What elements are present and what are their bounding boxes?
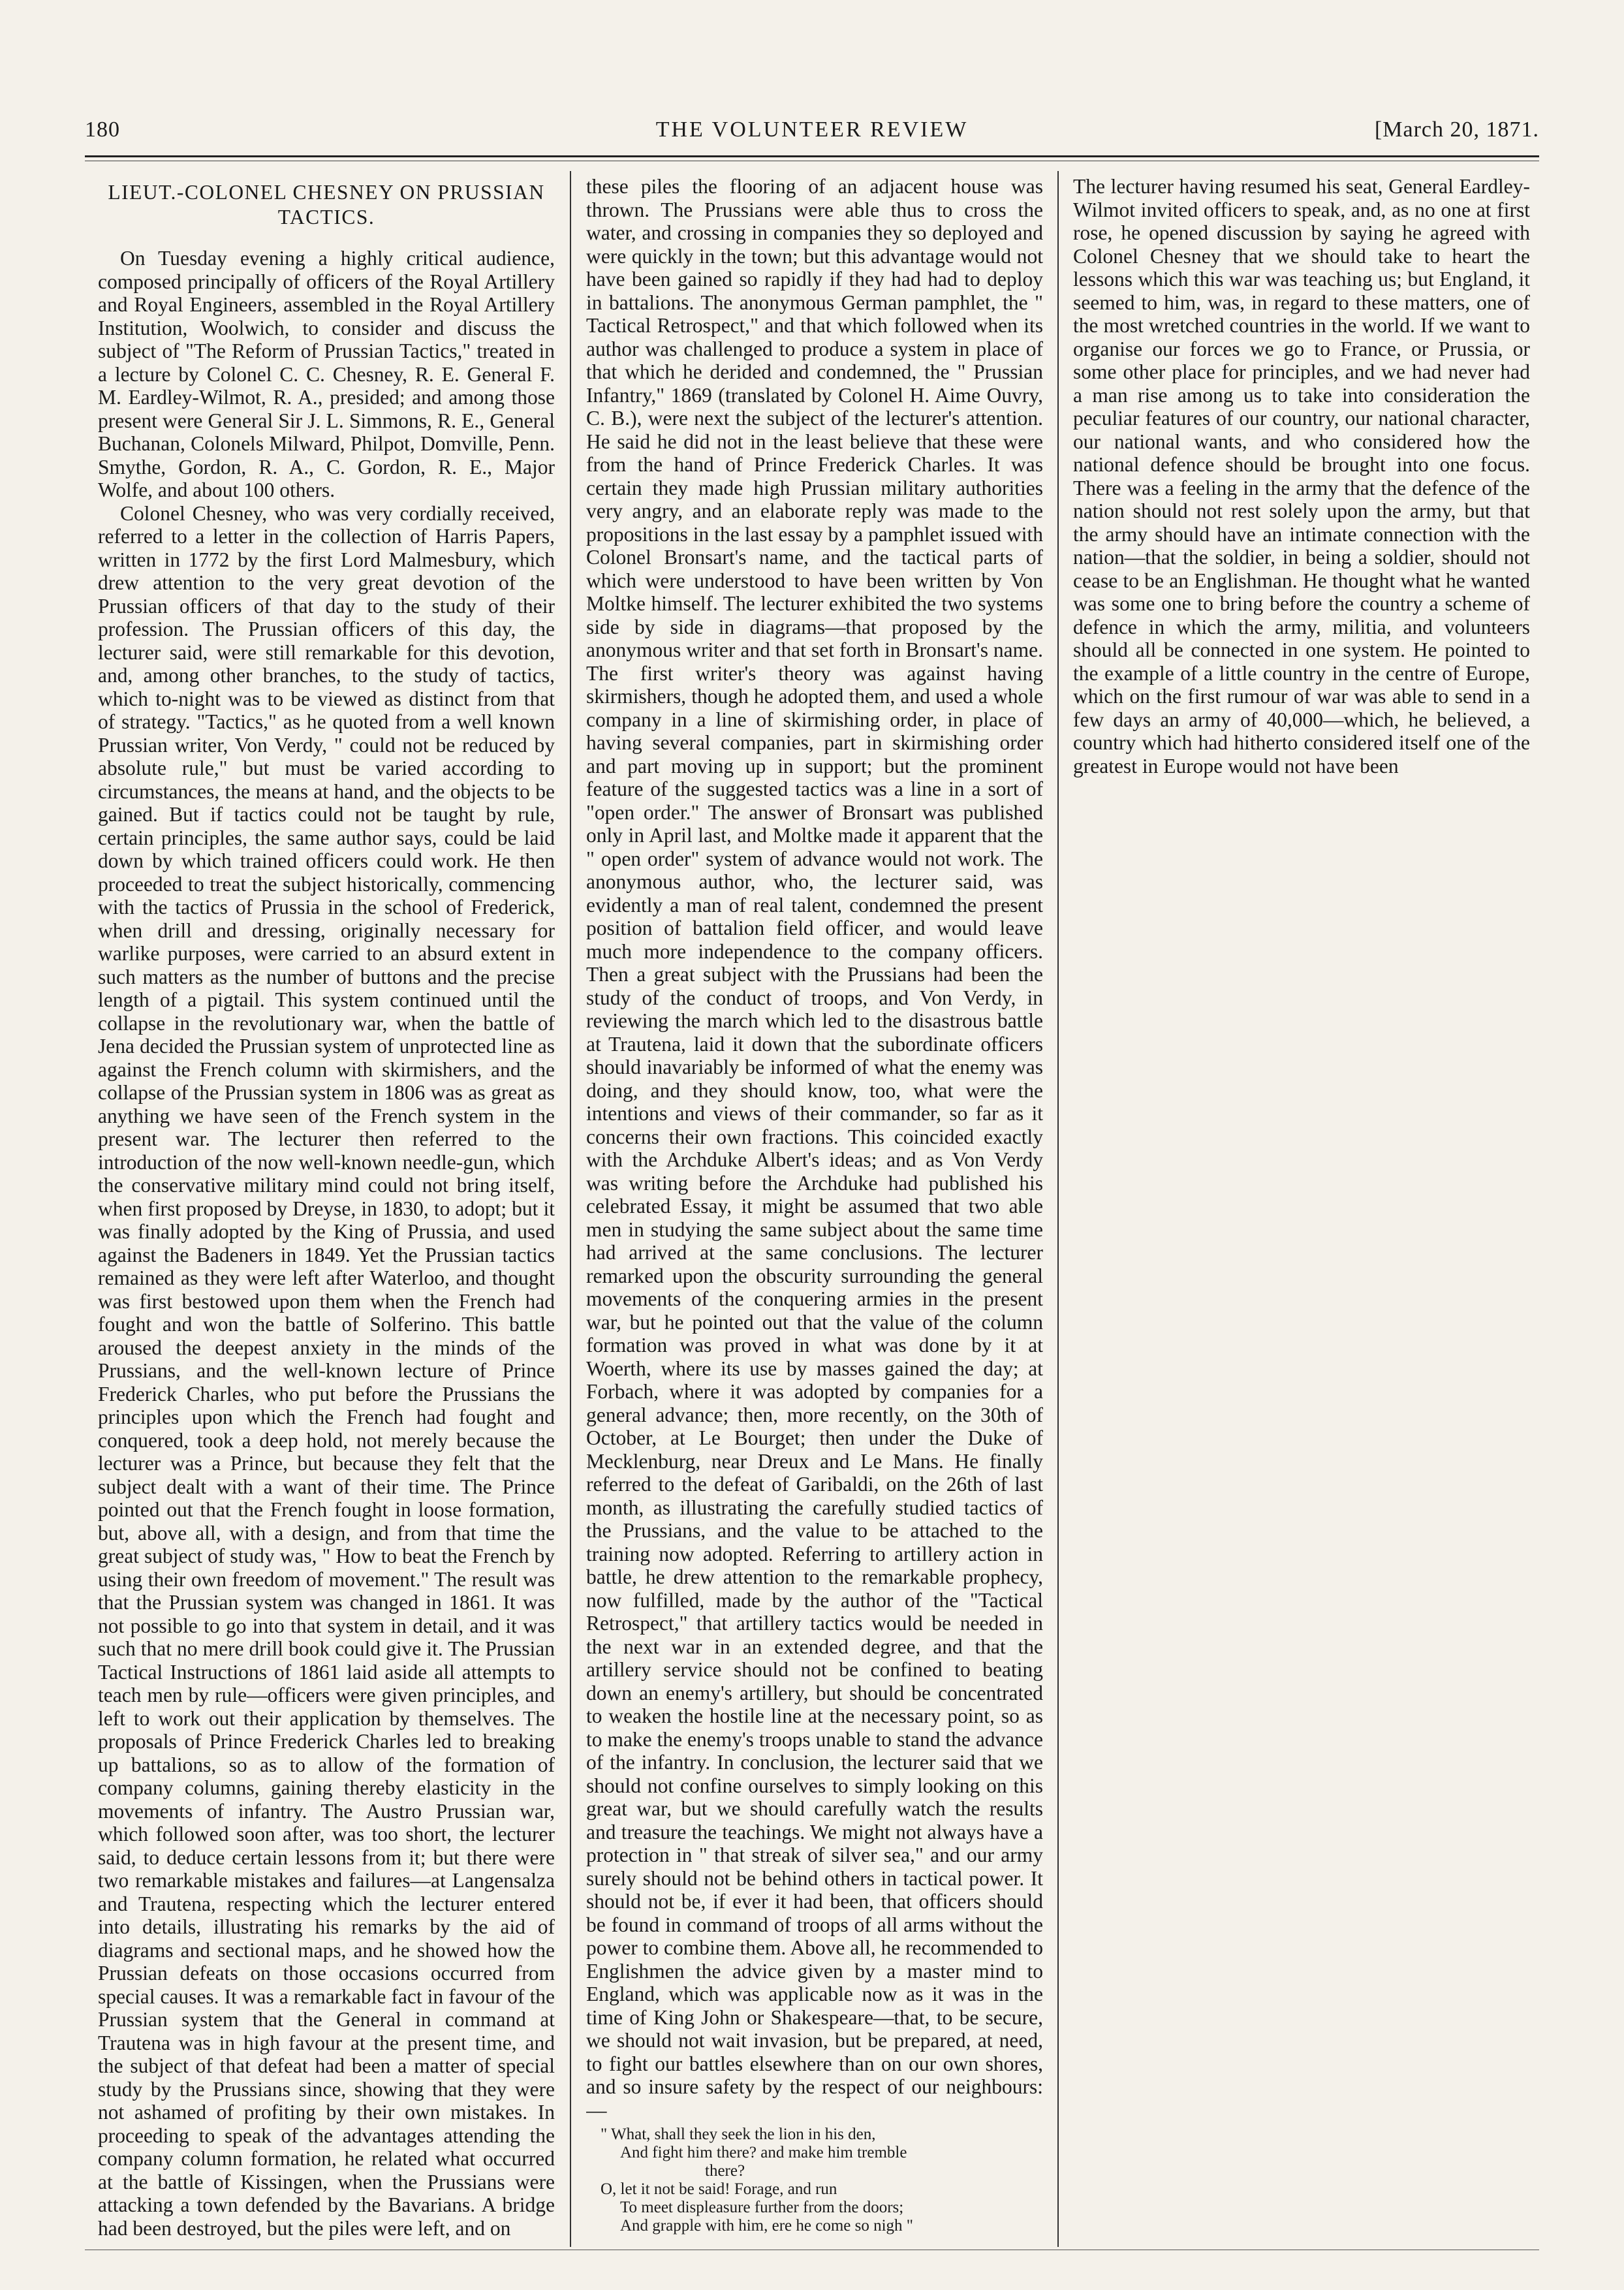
article-paragraph: The lecturer having resumed his seat, General Eardley-Wilmot invited officers to speak, and, as no one at first rose, he opened discussion by saying he agreed with Colonel Chesney that we should take to heart the lessons which this war was teaching us; but England, it seemed to him, was, in regard to these matters, one of the most wretched countries in the world. If we want to organise our forces we go to France, or Prussia, or some other place for principles, and we had never had a man rise among us to take into consideration the peculiar features of our country, our national character, our national wants, and who considered how the national defence should be brought into one focus. There was a feeling in the army that the defence of the nation should not rest solely upon the army, but that the army should have an intimate connection with the nation—that the soldier, in being a soldier, should not cease to be an Englishman. He thought what he wanted was some one to bring before the country a scheme of defence in which the army, militia, and volunteers should all be connected in one system. He pointed to the example of a little country in the centre of Europe, which on the first rumour of war was able to send in a few days an army of 40,000—which, he believed, a country which had hitherto considered itself one of the greatest in Europe would not have been	[1073, 175, 1530, 777]
article-paragraph: On Tuesday evening a highly critical audience, composed principally of officers of the Royal Artillery and Royal Engineers, assembled in the Royal Artillery Institution, Woolwich, to consider and discuss the subject of "The Reform of Prussian Tactics," treated in a lecture by Colonel C. C. Chesney, R. E. General F. M. Eardley-Wilmot, R. A., presided; and among those present were General Sir J. L. Simmons, R. E., General Buchanan, Colonels Milward, Philpot, Domville, Penn. Smythe, Gordon, R. A., C. Gordon, R. E., Major Wolfe, and about 100 others.	[98, 247, 555, 501]
issue-date: [March 20, 1871.	[1374, 118, 1539, 142]
verse-line: there?	[705, 2162, 745, 2180]
column-2	[586, 175, 1043, 2244]
verse-line: " What, shall they seek the lion in his den,	[601, 2125, 876, 2143]
article-headline: LIEUT.-COLONEL CHESNEY ON PRUSSIAN TACTICS.	[108, 181, 545, 228]
column-rule-1	[570, 171, 571, 2247]
column-1	[98, 175, 555, 2244]
column-3	[1073, 175, 1530, 2244]
article-paragraph: these piles the flooring of an adjacent house was thrown. The Prussians were able thus to cross the water, and crossing in companies they so deployed and were quickly in the town; but this advantage would not have been gained so rapidly if they had had to deploy in battalions. The anonymous German pamphlet, the " Tactical Retrospect," and that which followed when its author was challenged to produce a system in place of that which he derided and condemned, the " Prussian Infantry," 1869 (translated by Colonel H. Aime Ouvry, C. B.), were next the subject of the lecturer's attention. He said he did not in the least believe that these were from the hand of Prince Frederick Charles. It was certain they made high Prussian military authorities very angry, and an elaborate reply was made to the propositions in the last essay by a pamphlet issued with Colonel Bronsart's name, and the tactical parts of which were understood to have been written by Von Moltke himself. The lecturer exhibited the two systems side by side in diagrams—that proposed by the anonymous writer and that set forth in Bronsart's name. The first writer's theory was against having skirmishers, though he adopted them, and used a whole company in a line of skirmishing order, in place of having several companies, part in skirmishing order and part moving up in support; but the prominent feature of the suggested tactics was a line in a sort of "open order." The answer of Bronsart was published only in April last, and Moltke made it apparent that the " open order" system of advance would not work. The anonymous author, who, the lecturer said, was evidently a man of real talent, condemned the present position of battalion field officer, and would leave much more independence to the company officers. Then a great subject with the Prussians had been the study of the conduct of troops, and Von Verdy, in reviewing the march which led to the disastrous battle at Trautena, laid it down that the subordinate officers should inavariably be informed of what the enemy was doing, and they should know, too, what were the intentions and views of their commander, so far as it concerns their own fractions. This coincided exactly with the Archduke Albert's ideas; and as Von Verdy was writing before the Archduke had published his celebrated Essay, it might be assumed that two able men in studying the same subject about the same time had arrived at the same conclusions. The lecturer remarked upon the obscurity surrounding the general movements of the conquering armies in the present war, but he pointed out that the value of the column formation was proved in what was done by it at Woerth, where its use by masses gained the day; at Forbach, where it was adopted by companies for a general advance; then, more recently, on the 30th of October, at Le Bourget; then under the Duke of Mecklenburg, near Dreux and Le Mans. He finally referred to the defeat of Garibaldi, on the 26th of last month, as illustrating the carefully studied tactics of the Prussians, and the value to be attached to the training now adopted. Referring to artillery action in battle, he drew attention to the remarkable prophecy, now fulfilled, made by the author of the "Tactical Retrospect," that artillery tactics would be needed in the next war in an extended degree, and that the artillery service should not be confined to beating down an enemy's artillery, but should be concentrated to weaken the hostile line at the necessary point, so as to make the enemy's troops unable to stand the advance of the infantry. In conclusion, the lecturer said that we should not confine ourselves to simply looking on this great war, but we should carefully watch the results and treasure the teachings. We might not always have a protection in " that streak of silver sea," and our army surely should not be behind others in tactical power. It should not be, if ever it had been, that officers should be found in command of troops of all arms without the power to combine them. Above all, he recommended to Englishmen the advice given by a master mind to England, which was applicable now as it was in the time of King John or Shakespeare—that, to be secure, we should not wait invasion, but be prepared, at need, to fight our battles elsewhere than on our own shores, and so insure safety by the respect of our neighbours:—	[586, 175, 1043, 2122]
header-rule	[85, 155, 1539, 157]
article-paragraph: Colonel Chesney, who was very cordially received, referred to a letter in the collection of Harris Papers, written in 1772 by the first Lord Malmesbury, which drew attention to the very great devotion of the Prussian officers of that day to the study of their profession. The Prussian officers of this day, the lecturer said, were still remarkable for this devotion, and, among other branches, to the study of tactics, which to-night was to be viewed as distinct from that of strategy. "Tactics," as he quoted from a well known Prussian writer, Von Verdy, " could not be reduced by absolute rule," but must be varied according to circumstances, the means at hand, and the objects to be gained. But if tactics could not be taught by rule, certain principles, the same author says, could be laid down by which trained officers could work. He then proceeded to treat the subject historically, commencing with the tactics of Prussia in the school of Frederick, when drill and dressing, originally necessary for warlike purposes, were carried to an absurd extent in such matters as the number of buttons and the precise length of a pigtail. This system continued until the collapse in the revolutionary war, when the battle of Jena decided the Prussian system of unprotected line as against the French column with skirmishers, and the collapse of the Prussian system in 1806 was as great as anything we have seen of the French system in the present war. The lecturer then referred to the introduction of the now well-known needle-gun, which the conservative military mind could not bring itself, when first proposed by Dreyse, in 1830, to adopt; but it was finally adopted by the King of Prussia, and used against the Badeners in 1849. Yet the Prussian tactics remained as they were left after Waterloo, and thought was first bestowed upon them when the French had fought and won the battle of Solferino. This battle aroused the deepest anxiety in the minds of the Prussians, and the well-known lecture of Prince Frederick Charles, who put before the Prussians the principles upon which the French had fought and conquered, took a deep hold, not merely because the lecturer was a Prince, but because they felt that the subject dealt with a want of their time. The Prince pointed out that the French fought in loose formation, but, above all, with a design, and from that time the great subject of study was, " How to beat the French by using their own freedom of movement." The result was that the Prussian system was changed in 1861. It was not possible to go into that system in detail, and it was such that no mere drill book could give it. The Prussian Tactical Instructions of 1861 laid aside all attempts to teach men by rule—officers were given principles, and left to work out their application by themselves. The proposals of Prince Frederick Charles led to breaking up battalions, so as to allow of the formation of company columns, gaining thereby elasticity in the movements of infantry. The Austro Prussian war, which followed soon after, was too short, the lecturer said, to deduce certain lessons from it; but there were two remarkable mistakes and failures—at Langensalza and Trautena, respecting which the lecturer entered into details, illustrating his remarks by the aid of diagrams and sectional maps, and he showed how the Prussian defeats on those occasions occurred from special causes. It was a remarkable fact in favour of the Prussian system that the General in command at Trautena was in high favour at the present time, and the subject of that defeat had been a matter of special study by the Prussians since, showing that they were not ashamed of profiting by their own mistakes. In proceeding to speak of the advantages attending the company column formation, he related what occurred at the battle of Kissingen, when the Prussians were attacking a town defended by the Bavarians. A bridge had been destroyed, but the piles were left, and on	[98, 501, 555, 2240]
publication-title: THE VOLUNTEER REVIEW	[655, 118, 969, 142]
column-rule-2	[1057, 171, 1059, 2247]
page-number: 180	[85, 118, 120, 142]
verse-line: O, let it not be said! Forage, and run	[601, 2180, 837, 2198]
running-head	[85, 118, 1539, 157]
verse-line: To meet displeasure further from the doors;	[620, 2199, 904, 2216]
verse-line: And grapple with him, ere he come so nigh "	[620, 2217, 913, 2235]
verse-quotation	[601, 2125, 1043, 2235]
verse-line: And fight him there? and make him tremble	[620, 2144, 907, 2161]
